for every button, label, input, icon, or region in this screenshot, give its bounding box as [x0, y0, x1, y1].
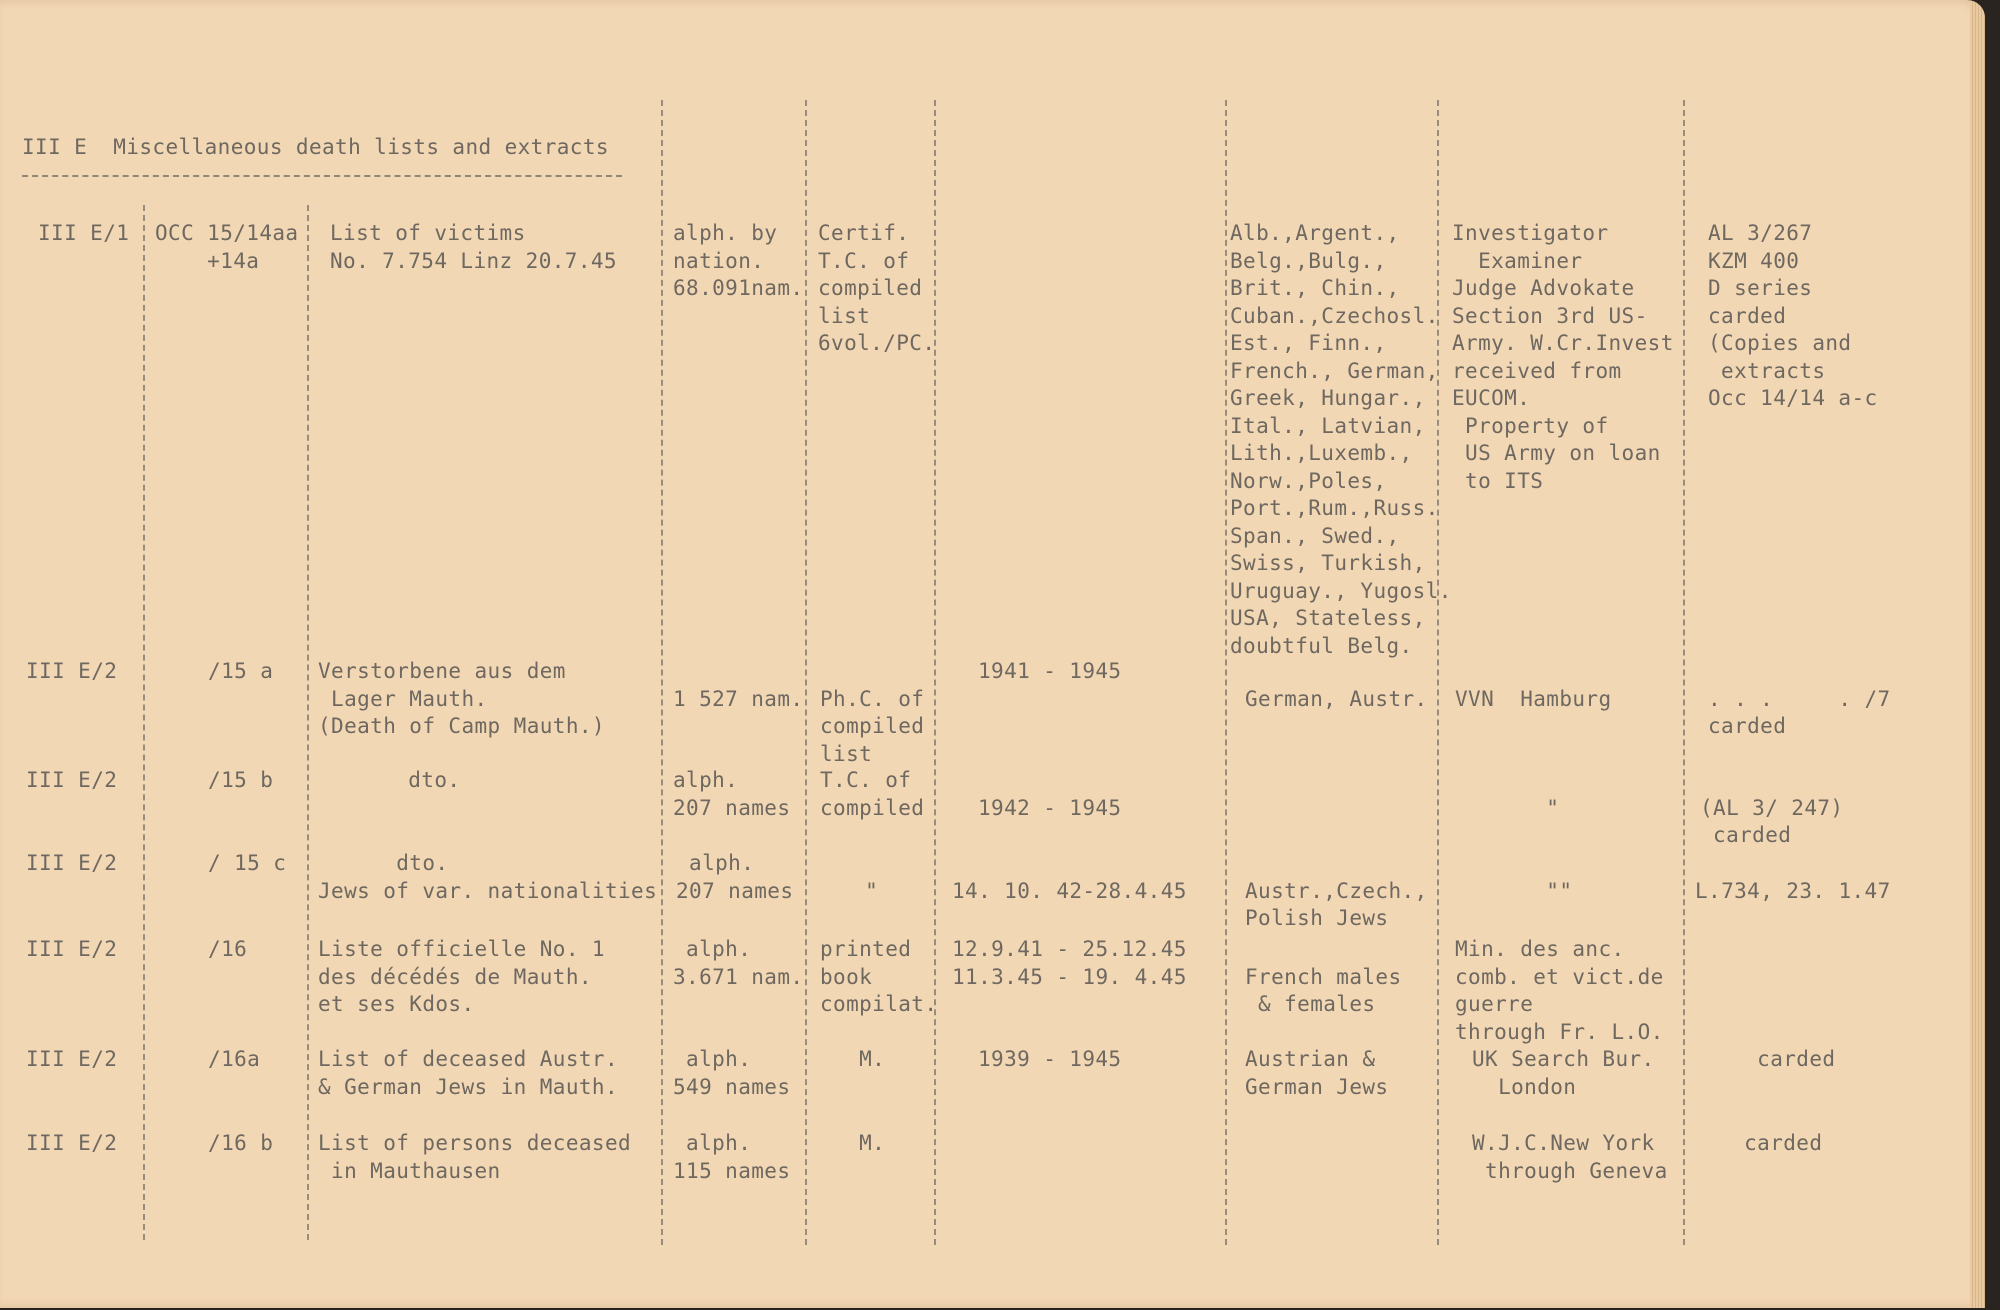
entry-remarks: carded	[1705, 1131, 1823, 1155]
entry-title: List of deceased Austr. & German Jews in Mauth.	[318, 1047, 618, 1099]
entry-source: VVN Hamburg	[1455, 686, 1612, 711]
column-divider	[1683, 100, 1685, 1245]
entry-period: 1942 - 1945	[978, 795, 1122, 820]
entry-reference: / 15 c	[195, 851, 287, 875]
entry-document-type: Certif. T.C. of compiled list 6vol./PC.	[818, 221, 936, 355]
entry-remarks: AL 3/267 KZM 400 D series carded (Copies and extracts Occ 14/14 a-c	[1708, 221, 1878, 410]
entry-document-type: T.C. of compiled	[820, 768, 925, 820]
entry-reference: OCC 15/14aa +14a	[155, 221, 299, 273]
entry-document-type: M.	[820, 1131, 886, 1155]
entry-category: III E/1	[38, 221, 130, 245]
entry-source: W.J.C.New York through Geneva	[1472, 1131, 1668, 1183]
entry-category: III E/2	[26, 659, 118, 683]
entry-reference: /16 b	[195, 1131, 274, 1155]
entry-document-type: printed book compilat.	[820, 937, 938, 1016]
entry-category: III E/2	[26, 1047, 118, 1071]
entry-source: Investigator Examiner Judge Advokate Section 3rd US- Army. W.Cr.Invest received from EUCOM. Property of US Army on loan to ITS	[1452, 221, 1674, 493]
entry-nationality: Austr.,Czech., Polish Jews	[1245, 878, 1428, 930]
entry-document-type: Ph.C. of compiled list	[820, 686, 925, 766]
entry-period: 1939 - 1945	[978, 1047, 1122, 1071]
entry-category: III E/2	[26, 937, 118, 961]
entry-title: dto.	[330, 768, 461, 792]
entry-remarks: . . . . /7 carded	[1708, 686, 1891, 738]
entry-title: Verstorbene aus dem Lager Mauth. (Death of Camp Mauth.)	[318, 659, 605, 738]
entry-arrangement: alph. 207 names	[673, 768, 791, 820]
entry-reference: /16a	[195, 1047, 261, 1071]
column-divider	[1225, 100, 1227, 1245]
entry-arrangement: 1 527 nam.	[673, 686, 804, 711]
column-divider	[805, 100, 807, 1245]
entry-period: 12.9.41 - 25.12.45 11.3.45 - 19. 4.45	[952, 937, 1187, 989]
entry-remarks: carded	[1705, 1047, 1836, 1071]
entry-category: III E/2	[26, 768, 118, 792]
page-edge	[1970, 0, 1985, 1308]
entry-reference: /15 b	[195, 768, 274, 792]
column-divider	[661, 100, 663, 1245]
entry-title: List of victims No. 7.754 Linz 20.7.45	[330, 221, 617, 273]
entry-source: Min. des anc. comb. et vict.de guerre through Fr. L.O.	[1455, 937, 1664, 1044]
column-divider	[307, 205, 309, 1240]
entry-source: "	[1546, 795, 1560, 820]
page-title: III E Miscellaneous death lists and extracts	[22, 135, 609, 159]
entry-source: UK Search Bur. London	[1472, 1047, 1655, 1099]
entry-remarks: L.734, 23. 1.47	[1695, 878, 1891, 903]
entry-title: dto. Jews of var. nationalities	[318, 851, 658, 903]
entry-title: List of persons deceased in Mauthausen	[318, 1131, 632, 1183]
entry-document-type: M.	[820, 1047, 886, 1071]
entry-category: III E/2	[26, 851, 118, 875]
entry-title: Liste officielle No. 1 des décédés de Mauth. et ses Kdos.	[318, 937, 605, 1016]
title-rule	[22, 175, 622, 177]
column-divider	[143, 205, 145, 1240]
entry-nationality: French males & females	[1245, 964, 1402, 1016]
entry-nationality: Austrian & German Jews	[1245, 1047, 1389, 1099]
entry-source: ""	[1546, 878, 1573, 903]
entry-document-type: "	[865, 878, 879, 903]
entry-arrangement: alph. by nation. 68.091nam.	[673, 221, 804, 300]
entry-nationality: Alb.,Argent., Belg.,Bulg., Brit., Chin., Cuban.,Czechosl. Est., Finn., French., German, Greek, Hungar., Ital., Latvian, Lith.,Luxemb., Norw.,Poles, Port.,Rum.,Russ. Span., Swed., Swiss, Turkish, Uruguay., Yugosl. USA, Stateless, doubtful Belg.	[1230, 221, 1452, 658]
entry-arrangement: alph. 115 names	[673, 1131, 791, 1183]
entry-category: III E/2	[26, 1131, 118, 1155]
entry-arrangement: alph. 207 names	[676, 851, 794, 903]
entry-period: 14. 10. 42-28.4.45	[952, 878, 1187, 903]
entry-arrangement: alph. 3.671 nam.	[673, 937, 804, 989]
entry-reference: /16	[195, 937, 248, 961]
entry-nationality: German, Austr.	[1245, 686, 1428, 711]
entry-period: 1941 - 1945	[978, 659, 1122, 683]
entry-arrangement: alph. 549 names	[673, 1047, 791, 1099]
entry-reference: /15 a	[195, 659, 274, 683]
entry-remarks: (AL 3/ 247) carded	[1700, 795, 1844, 847]
